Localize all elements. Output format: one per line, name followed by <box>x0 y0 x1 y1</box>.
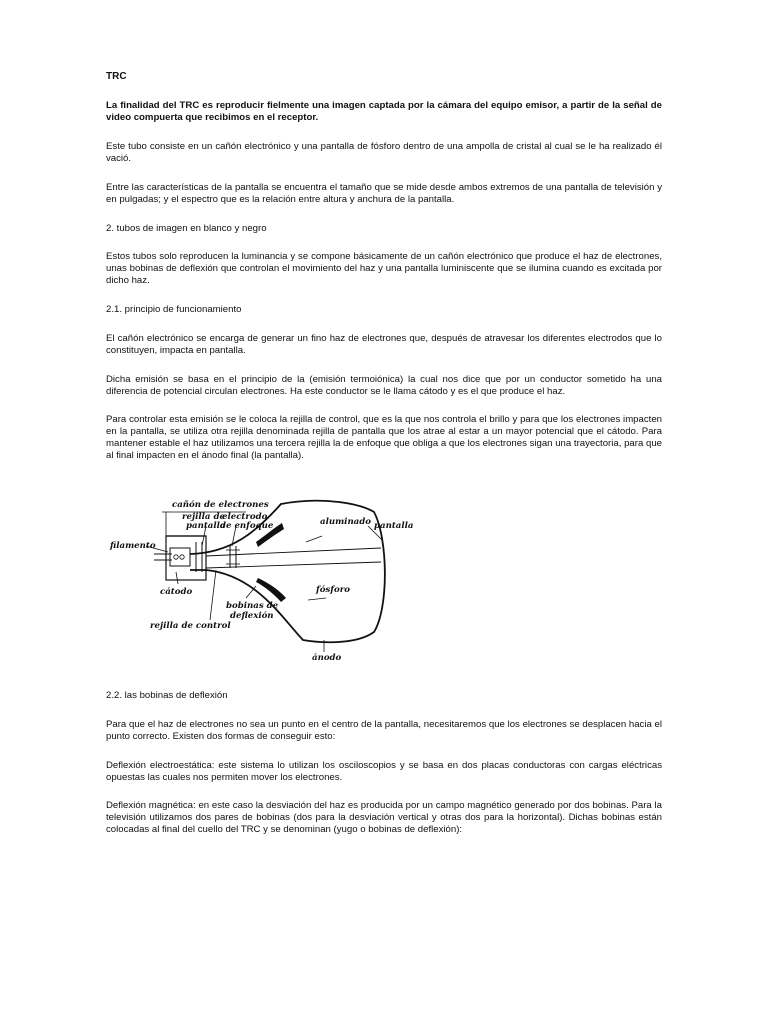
label-bobinas-1: bobinas de <box>226 601 279 611</box>
label-rejilla-control: rejilla de control <box>150 621 231 631</box>
document-title: TRC <box>106 71 127 82</box>
paragraph-deflexion: Para que el haz de electrones no sea un punto en el centro de la pantalla, necesitaremos que los electrones se desplacen hacia el punto correcto. Existen dos formas de conseguir esto: <box>106 719 662 742</box>
label-electrodo-1: electrodo <box>222 512 268 522</box>
intro-paragraph: La finalidad del TRC es reproducir fielmente una imagen captada por la cámara del equipo emisor, a partir de la señal de video compuerta que recibimos en el receptor. <box>106 100 662 123</box>
phosphor-coating <box>256 578 286 602</box>
section-heading-2-2: 2.2. las bobinas de deflexión <box>106 690 228 701</box>
label-bobinas-2: deflexión <box>230 611 274 621</box>
label-rejilla-pantalla-1: rejilla de <box>182 512 225 522</box>
label-filamento: filamento <box>110 541 156 551</box>
section-heading-2-1: 2.1. principio de funcionamiento <box>106 304 242 315</box>
paragraph-tubos: Estos tubos solo reproducen la luminancia y se compone básicamente de un cañón electrónico que produce el haz de electrones, unas bobinas de deflexión que controlan el movimiento del haz y una pantalla luminiscente que se ilumina cuando es excitada por dicho haz. <box>106 251 662 286</box>
tube-neck <box>166 536 206 580</box>
label-catodo: cátodo <box>160 587 193 597</box>
label-aluminado: aluminado <box>320 517 371 527</box>
label-anodo: ánodo <box>312 653 342 663</box>
paragraph-emision: Dicha emisión se basa en el principio de la (emisión termoiónica) la cual nos dice que por un conductor sometido ha una diferencia de potencial circulan electrones. Ha este conductor se le llama cátodo y es el que produce el haz. <box>106 374 662 397</box>
label-pantalla: pantalla <box>374 521 414 531</box>
crt-diagram <box>106 490 414 670</box>
paragraph-tubo: Este tubo consiste en un cañón electrónico y una pantalla de fósforo dentro de una ampolla de cristal al cual se le ha realizado él vació. <box>106 141 662 164</box>
paragraph-canon: El cañón electrónico se encarga de generar un fino haz de electrones que, después de atravesar los diferentes electrodos que lo constituyen, impacta en pantalla. <box>106 333 662 356</box>
paragraph-magnetica: Deflexión magnética: en este caso la desviación del haz es producida por un campo magnético generado por dos bobinas. Para la televisión utilizamos dos pares de bobinas (dos para la desviación vertical y otras dos para la horizontal). Dichas bobinas están colocadas al final del cuello del TRC y se denominan (yugo o bobinas de deflexión): <box>106 800 662 835</box>
section-heading-2: 2. tubos de imagen en blanco y negro <box>106 223 267 234</box>
paragraph-caracteristicas: Entre las características de la pantalla se encuentra el tamaño que se mide desde ambos extremos de una pantalla de televisión y en pulgadas; y el espectro que es la relación entre altura y anchura de la pantalla. <box>106 182 662 205</box>
paragraph-electroestatica: Deflexión electroestática: este sistema lo utilizan los osciloscopios y se basa en dos placas conductoras con cargas eléctricas opuestas las cuales nos permiten mover los electrones. <box>106 760 662 783</box>
label-fosforo: fósforo <box>316 585 350 595</box>
paragraph-rejilla: Para controlar esta emisión se le coloca la rejilla de control, que es la que nos controla el brillo y para que los electrones impacten en la pantalla, se utiliza otra rejilla denominada rejilla de pantalla que los atrae al estar a un mayor potencial que el cátodo. Para mantener estable el haz utilizamos una tercera rejilla la de enfoque que obliga a que los electrones sigan una trayectoria, para que al final impacten en el ánodo final (la pantalla). <box>106 414 662 461</box>
label-rejilla-pantalla-2: pantalla <box>186 521 226 531</box>
label-canon: cañón de electrones <box>172 500 269 510</box>
label-electrodo-2: de enfoque <box>220 521 274 531</box>
